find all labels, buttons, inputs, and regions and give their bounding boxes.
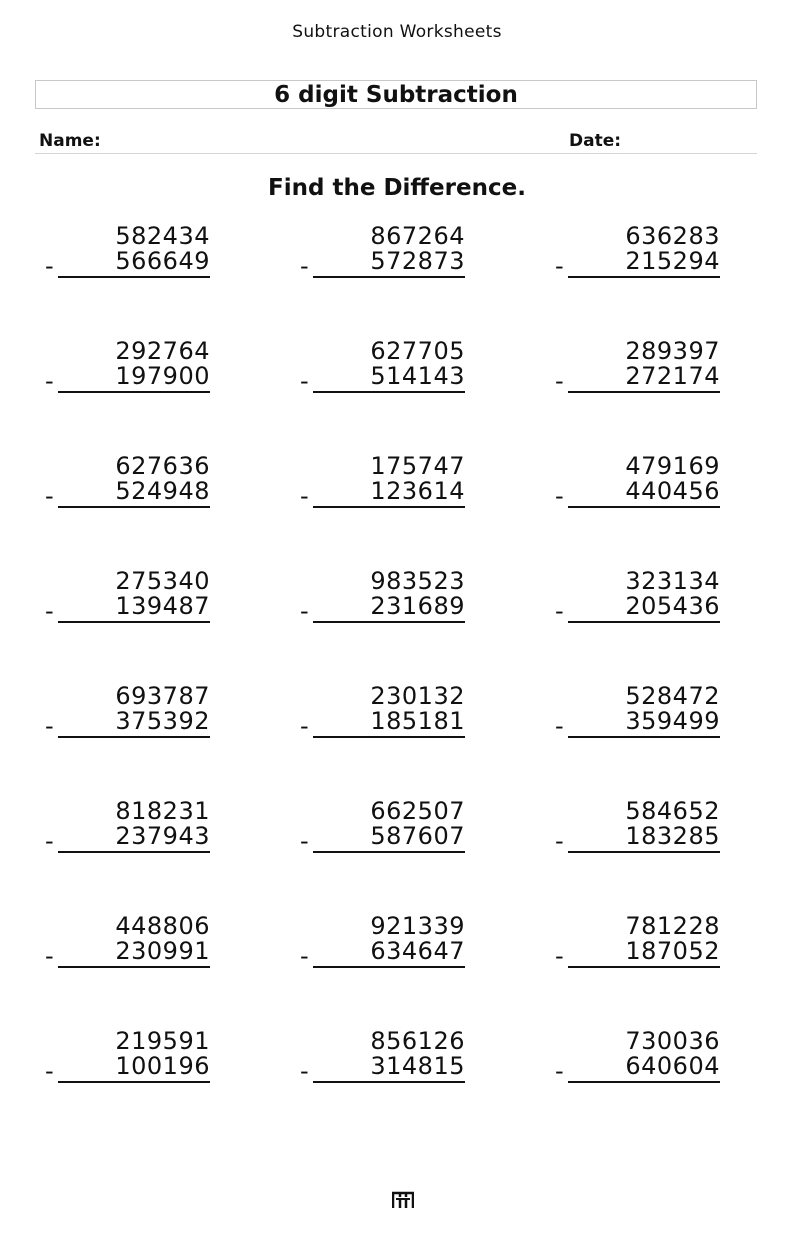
answer-line — [313, 276, 465, 278]
subtrahend: 359499 — [625, 707, 720, 735]
subtrahend: 640604 — [625, 1052, 720, 1080]
minuend: 528472 — [625, 682, 720, 710]
minus-sign: - — [555, 827, 564, 855]
minuend: 175747 — [370, 452, 465, 480]
subtraction-problem — [291, 799, 481, 859]
subtraction-problem — [546, 914, 736, 974]
subtraction-problem — [546, 1029, 736, 1089]
subtraction-problem — [291, 454, 481, 514]
answer-line — [58, 276, 210, 278]
minuend: 781228 — [625, 912, 720, 940]
subtrahend: 100196 — [115, 1052, 210, 1080]
minuend: 636283 — [625, 222, 720, 250]
minus-sign: - — [300, 1057, 309, 1085]
subtrahend: 514143 — [370, 362, 465, 390]
subtrahend: 375392 — [115, 707, 210, 735]
answer-line — [58, 736, 210, 738]
name-date-row — [35, 131, 757, 154]
subtrahend: 205436 — [625, 592, 720, 620]
answer-line — [313, 506, 465, 508]
subtraction-problem — [546, 224, 736, 284]
minus-sign: - — [555, 367, 564, 395]
subtrahend: 237943 — [115, 822, 210, 850]
subtrahend: 187052 — [625, 937, 720, 965]
answer-line — [58, 391, 210, 393]
answer-line — [58, 1081, 210, 1083]
minuend: 627636 — [115, 452, 210, 480]
subtraction-problem — [36, 684, 226, 744]
answer-line — [58, 851, 210, 853]
subtraction-problem — [36, 569, 226, 629]
subtraction-problem — [546, 454, 736, 514]
answer-line — [313, 966, 465, 968]
answer-line — [58, 506, 210, 508]
subtrahend: 123614 — [370, 477, 465, 505]
minuend: 292764 — [115, 337, 210, 365]
minuend: 479169 — [625, 452, 720, 480]
subtrahend: 634647 — [370, 937, 465, 965]
subtraction-problem — [36, 799, 226, 859]
answer-line — [568, 1081, 720, 1083]
name-label: Name: — [39, 131, 101, 151]
subtrahend: 572873 — [370, 247, 465, 275]
subtraction-problem — [546, 339, 736, 399]
answer-line — [568, 506, 720, 508]
minus-sign: - — [300, 597, 309, 625]
subtrahend: 566649 — [115, 247, 210, 275]
minuend: 921339 — [370, 912, 465, 940]
subtraction-problem — [36, 454, 226, 514]
minuend: 289397 — [625, 337, 720, 365]
minus-sign: - — [300, 482, 309, 510]
subtrahend: 524948 — [115, 477, 210, 505]
subtrahend: 185181 — [370, 707, 465, 735]
minus-sign: - — [300, 367, 309, 395]
subtrahend: 215294 — [625, 247, 720, 275]
answer-line — [568, 621, 720, 623]
minus-sign: - — [555, 597, 564, 625]
minuend: 582434 — [115, 222, 210, 250]
answer-line — [568, 851, 720, 853]
minuend: 983523 — [370, 567, 465, 595]
minuend: 219591 — [115, 1027, 210, 1055]
subtrahend: 231689 — [370, 592, 465, 620]
instructions-heading: Find the Difference. — [268, 175, 526, 201]
answer-line — [313, 851, 465, 853]
minus-sign: - — [300, 827, 309, 855]
minuend: 448806 — [115, 912, 210, 940]
answer-line — [58, 966, 210, 968]
subtraction-problem — [546, 684, 736, 744]
minus-sign: - — [555, 1057, 564, 1085]
minus-sign: - — [300, 252, 309, 280]
subtraction-problem — [36, 339, 226, 399]
subtrahend: 440456 — [625, 477, 720, 505]
subtraction-problem — [291, 569, 481, 629]
answer-line — [568, 966, 720, 968]
minuend: 730036 — [625, 1027, 720, 1055]
minus-sign: - — [555, 482, 564, 510]
subtraction-problem — [36, 914, 226, 974]
answer-line — [568, 276, 720, 278]
subtraction-problem — [291, 684, 481, 744]
subtrahend: 587607 — [370, 822, 465, 850]
subtrahend: 183285 — [625, 822, 720, 850]
minus-sign: - — [300, 942, 309, 970]
minuend: 867264 — [370, 222, 465, 250]
worksheet-title: 6 digit Subtraction — [35, 80, 757, 109]
subtrahend: 314815 — [370, 1052, 465, 1080]
minus-sign: - — [555, 942, 564, 970]
minuend: 627705 — [370, 337, 465, 365]
minuend: 662507 — [370, 797, 465, 825]
minus-sign: - — [45, 367, 54, 395]
subtrahend: 230991 — [115, 937, 210, 965]
minus-sign: - — [45, 942, 54, 970]
minuend: 856126 — [370, 1027, 465, 1055]
answer-line — [313, 391, 465, 393]
subtraction-problem — [36, 224, 226, 284]
answer-line — [568, 391, 720, 393]
site-title: Subtraction Worksheets — [292, 22, 502, 42]
answer-line — [313, 1081, 465, 1083]
subtraction-problem — [291, 339, 481, 399]
date-label: Date: — [569, 131, 622, 151]
answer-line — [58, 621, 210, 623]
minus-sign: - — [45, 597, 54, 625]
minuend: 230132 — [370, 682, 465, 710]
answer-line — [568, 736, 720, 738]
minus-sign: - — [45, 482, 54, 510]
minus-sign: - — [45, 252, 54, 280]
subtraction-problem — [546, 799, 736, 859]
answer-line — [313, 621, 465, 623]
minuend: 323134 — [625, 567, 720, 595]
minus-sign: - — [555, 252, 564, 280]
subtraction-problem — [291, 914, 481, 974]
minuend: 584652 — [625, 797, 720, 825]
subtraction-problem — [291, 224, 481, 284]
subtraction-problem — [36, 1029, 226, 1089]
subtrahend: 139487 — [115, 592, 210, 620]
subtraction-problem — [546, 569, 736, 629]
subtrahend: 197900 — [115, 362, 210, 390]
worksheet-logo-icon — [392, 1191, 414, 1209]
subtraction-problem — [291, 1029, 481, 1089]
minus-sign: - — [45, 712, 54, 740]
minuend: 275340 — [115, 567, 210, 595]
minus-sign: - — [45, 827, 54, 855]
answer-line — [313, 736, 465, 738]
minuend: 693787 — [115, 682, 210, 710]
minus-sign: - — [300, 712, 309, 740]
subtrahend: 272174 — [625, 362, 720, 390]
minuend: 818231 — [115, 797, 210, 825]
minus-sign: - — [45, 1057, 54, 1085]
minus-sign: - — [555, 712, 564, 740]
